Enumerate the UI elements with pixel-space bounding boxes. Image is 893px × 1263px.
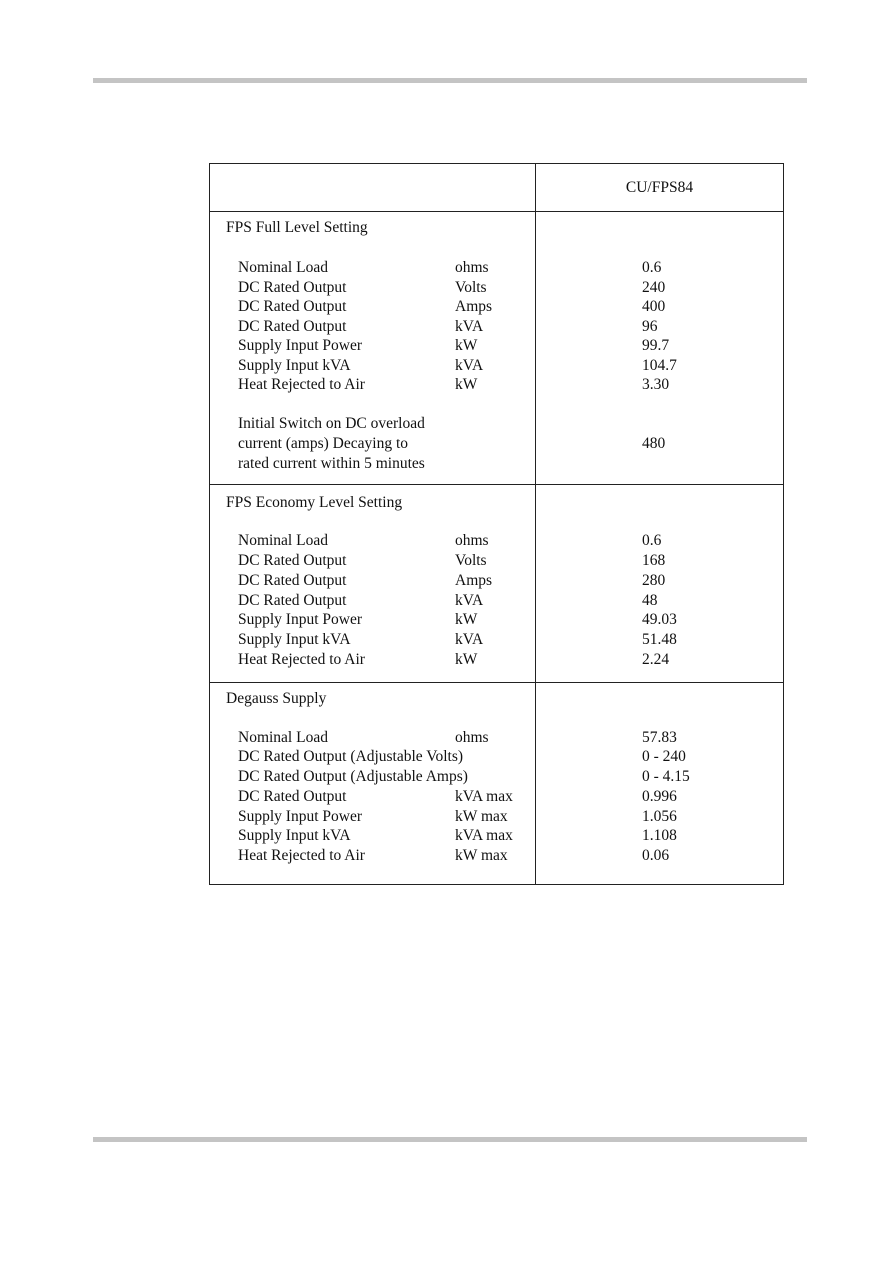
row-value: 0 - 240 (642, 748, 686, 765)
row-value: 0.996 (642, 788, 677, 805)
row-value: 0.6 (642, 259, 662, 276)
table-row (210, 728, 783, 748)
overload-note (238, 414, 425, 474)
section-title: Degauss Supply (226, 690, 327, 707)
row-label: Supply Input kVA (238, 357, 351, 374)
row-unit: kVA (455, 357, 484, 374)
row-value: 3.30 (642, 376, 670, 393)
row-label: Nominal Load (238, 729, 328, 746)
table-row (210, 846, 783, 866)
row-unit: ohms (455, 259, 489, 276)
row-value: 240 (642, 279, 666, 296)
spec-table (209, 163, 784, 885)
section-title: FPS Full Level Setting (226, 219, 368, 236)
section-title: FPS Economy Level Setting (226, 494, 403, 511)
row-unit: kW max (455, 808, 508, 825)
row-label: DC Rated Output (238, 298, 347, 315)
row-label: Nominal Load (238, 259, 328, 276)
table-row (210, 375, 783, 395)
table-row (210, 356, 783, 376)
header-rule (93, 78, 807, 83)
row-value: 48 (642, 592, 658, 609)
table-row (210, 278, 783, 298)
row-value: 1.108 (642, 827, 677, 844)
section-divider (210, 484, 783, 485)
row-value: 0.06 (642, 847, 670, 864)
row-value: 57.83 (642, 729, 677, 746)
row-unit: Volts (455, 552, 487, 569)
row-unit: kW (455, 651, 478, 668)
row-unit: Amps (455, 298, 493, 315)
row-value: 51.48 (642, 631, 677, 648)
row-label: Heat Rejected to Air (238, 847, 365, 864)
table-row (210, 317, 783, 337)
row-unit: kVA (455, 318, 484, 335)
table-row (210, 531, 783, 551)
table-row (210, 591, 783, 611)
row-value: 280 (642, 572, 666, 589)
row-unit: Amps (455, 572, 493, 589)
table-row (210, 551, 783, 571)
row-unit: kW (455, 337, 478, 354)
table-row (210, 336, 783, 356)
row-label: DC Rated Output (238, 279, 347, 296)
note-line: current (amps) Decaying to (238, 435, 409, 452)
row-label: DC Rated Output (238, 572, 347, 589)
table-row (210, 787, 783, 807)
row-value: 400 (642, 298, 666, 315)
table-row (210, 297, 783, 317)
note-line: Initial Switch on DC overload (238, 415, 425, 432)
table-row (210, 610, 783, 630)
row-value: 2.24 (642, 651, 670, 668)
row-value: 96 (642, 318, 658, 335)
section-divider (210, 682, 783, 683)
row-unit: kVA max (455, 788, 513, 805)
row-unit: kW (455, 611, 478, 628)
row-unit: kW (455, 376, 478, 393)
row-unit: kW max (455, 847, 508, 864)
footer-rule (93, 1137, 807, 1142)
row-label: Supply Input Power (238, 611, 362, 628)
row-unit: Volts (455, 279, 487, 296)
row-label: Heat Rejected to Air (238, 376, 365, 393)
row-label: DC Rated Output (238, 592, 347, 609)
row-unit: ohms (455, 532, 489, 549)
overload-value: 480 (642, 435, 666, 452)
column-header (536, 164, 783, 212)
row-unit: ohms (455, 729, 489, 746)
row-label: DC Rated Output (238, 788, 347, 805)
table-row (210, 807, 783, 827)
row-label: DC Rated Output (Adjustable Volts) (238, 748, 464, 765)
column-header-label: CU/FPS84 (625, 179, 694, 196)
table-row (210, 571, 783, 591)
row-unit: kVA (455, 631, 484, 648)
row-label: Supply Input Power (238, 337, 362, 354)
row-label: Nominal Load (238, 532, 328, 549)
row-label: Supply Input kVA (238, 631, 351, 648)
row-value: 1.056 (642, 808, 677, 825)
row-value: 168 (642, 552, 666, 569)
row-value: 0.6 (642, 532, 662, 549)
row-label: Heat Rejected to Air (238, 651, 365, 668)
row-value: 49.03 (642, 611, 677, 628)
row-unit: kVA (455, 592, 484, 609)
table-row (210, 630, 783, 650)
table-row (210, 767, 783, 787)
row-label: Supply Input kVA (238, 827, 351, 844)
row-label: DC Rated Output (238, 552, 347, 569)
table-row (210, 747, 783, 767)
row-value: 104.7 (642, 357, 677, 374)
table-row (210, 826, 783, 846)
table-row (210, 258, 783, 278)
row-unit: kVA max (455, 827, 513, 844)
row-value: 99.7 (642, 337, 670, 354)
table-row (210, 650, 783, 670)
row-value: 0 - 4.15 (642, 768, 690, 785)
row-label: Supply Input Power (238, 808, 362, 825)
row-label: DC Rated Output (Adjustable Amps) (238, 768, 468, 785)
note-line: rated current within 5 minutes (238, 455, 425, 472)
row-label: DC Rated Output (238, 318, 347, 335)
